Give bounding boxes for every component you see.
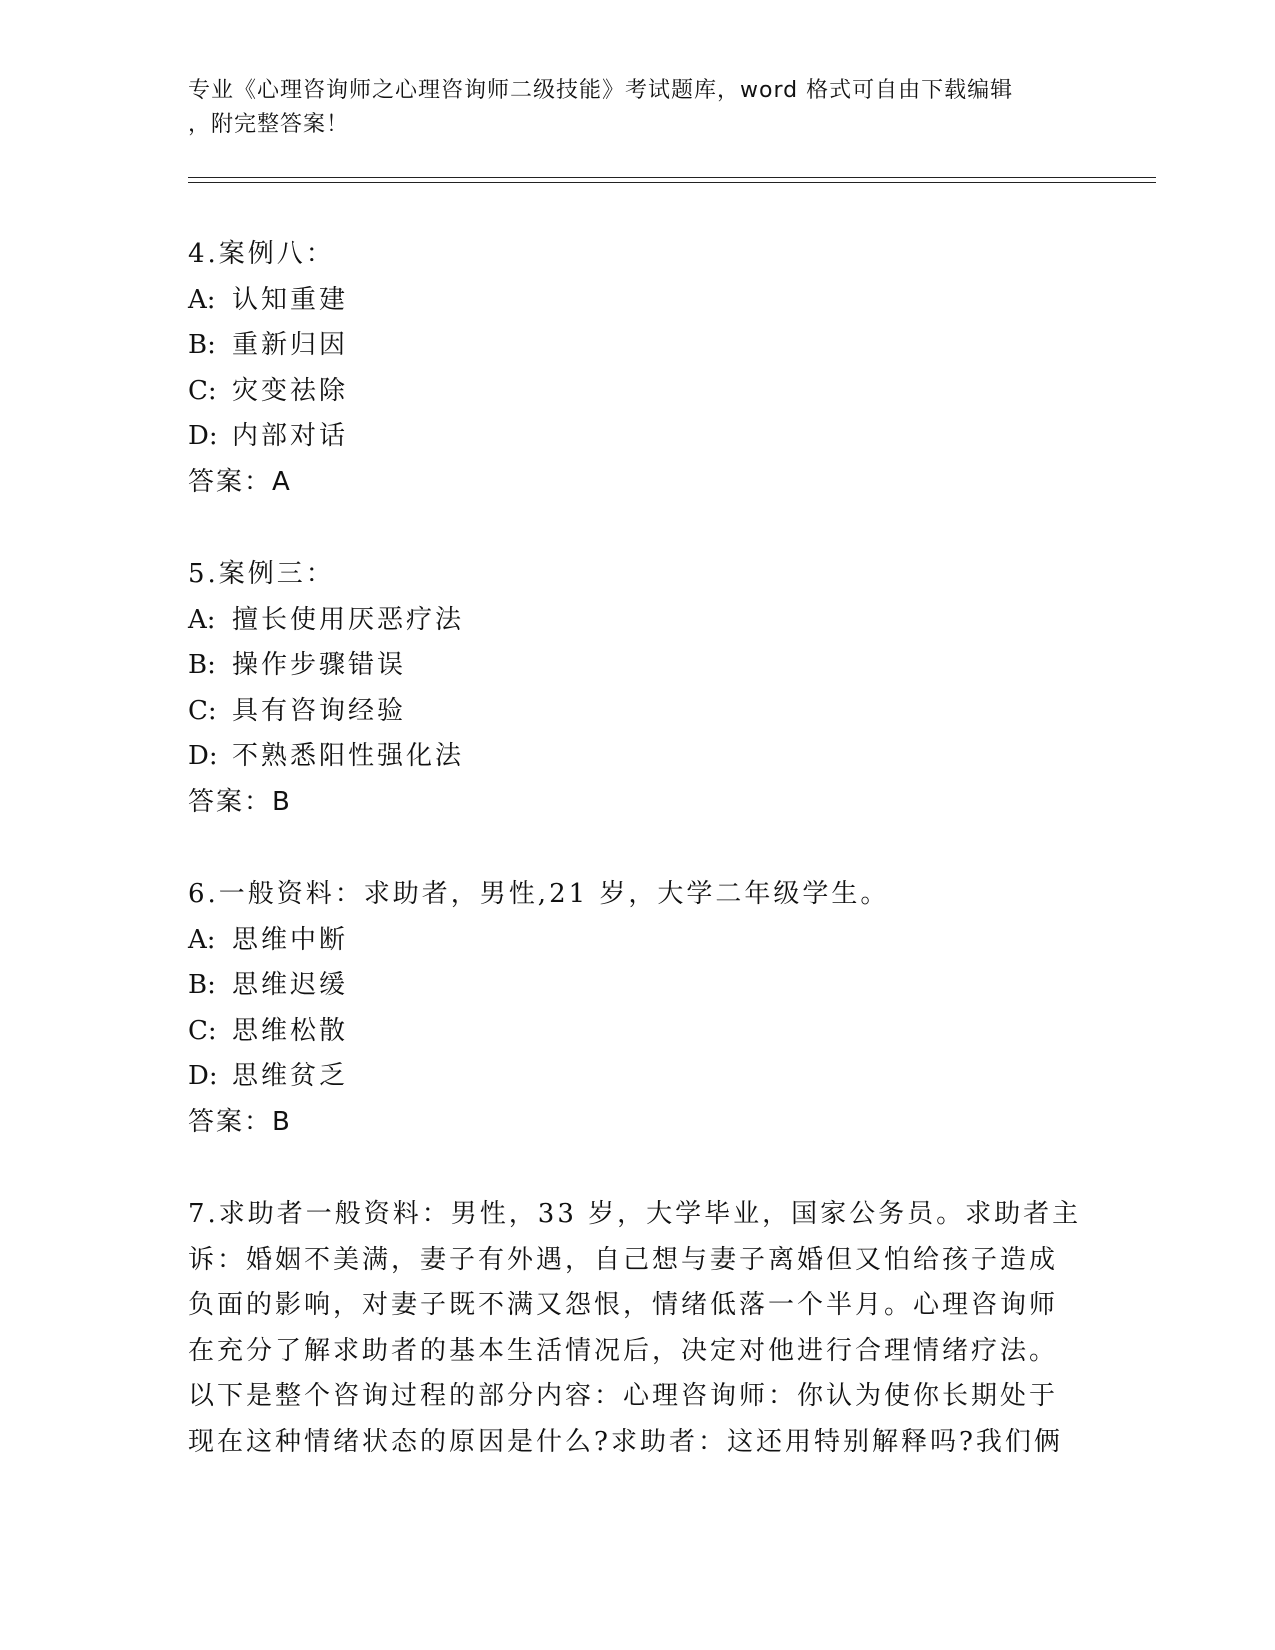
option-letter: D:	[188, 1061, 218, 1091]
question-7-line-4: 在充分了解求助者的基本生活情况后，决定对他进行合理情绪疗法。	[188, 1335, 1059, 1366]
option-letter: D:	[188, 421, 218, 451]
question-7-line-2: 诉：婚姻不美满，妻子有外遇，自己想与妻子离婚但又怕给孩子造成	[188, 1244, 1059, 1275]
option-d	[188, 734, 1068, 780]
question-7-line-6: 现在这种情绪状态的原因是什么?求助者：这还用特别解释吗?我们俩	[188, 1426, 1063, 1457]
question-7-line-3: 负面的影响，对妻子既不满又怨恨，情绪低落一个半月。心理咨询师	[188, 1290, 1059, 1320]
option-text: 重新归因	[232, 330, 349, 360]
option-letter: B:	[188, 330, 216, 360]
option-text: 思维迟缓	[232, 970, 349, 1000]
option-letter: B:	[188, 970, 216, 1000]
question-stem: 5.案例三：	[188, 559, 335, 589]
option-text: 擅长使用厌恶疗法	[232, 604, 465, 635]
header-line-2: ，附完整答案！	[188, 112, 350, 137]
question-4	[188, 232, 1068, 505]
option-b	[188, 643, 1068, 689]
header-divider-top	[188, 177, 1156, 178]
question-5	[188, 552, 1068, 825]
question-7-line-5: 以下是整个咨询过程的部分内容：心理咨询师：你认为使你长期处于	[188, 1381, 1059, 1411]
question-7	[188, 1192, 1082, 1465]
option-d	[188, 1054, 1068, 1100]
option-a	[188, 598, 1068, 644]
option-text: 操作步骤错误	[232, 650, 407, 680]
question-6	[188, 872, 1068, 1145]
option-c	[188, 1009, 1068, 1055]
option-letter: C:	[188, 1015, 217, 1046]
header-divider-bottom	[188, 182, 1156, 183]
option-text: 思维贫乏	[232, 1061, 349, 1091]
document-header	[188, 74, 1068, 142]
answer-text: 答案：B	[188, 1106, 292, 1137]
option-text: 内部对话	[232, 421, 349, 451]
option-letter: B:	[188, 650, 216, 680]
option-b	[188, 963, 1068, 1009]
question-stem: 6.一般资料：求助者，男性,21 岁，大学二年级学生。	[188, 879, 890, 909]
option-letter: C:	[188, 695, 217, 726]
option-a	[188, 278, 1068, 324]
answer-text: 答案：B	[188, 786, 292, 817]
option-text: 思维松散	[232, 1015, 349, 1046]
option-c	[188, 369, 1068, 415]
option-text: 思维中断	[232, 924, 349, 955]
option-letter: C:	[188, 375, 217, 406]
header-line-1: 专业《心理咨询师之心理咨询师二级技能》考试题库，word 格式可自由下载编辑	[188, 78, 1014, 103]
option-letter: A:	[188, 284, 216, 315]
option-letter: D:	[188, 741, 218, 771]
option-c	[188, 689, 1068, 735]
option-letter: A:	[188, 924, 216, 955]
question-stem: 4.案例八：	[188, 239, 335, 269]
option-text: 不熟悉阳性强化法	[232, 741, 465, 771]
answer-text: 答案：A	[188, 466, 292, 497]
option-text: 灾变祛除	[232, 375, 349, 406]
option-text: 认知重建	[232, 284, 349, 315]
option-text: 具有咨询经验	[232, 695, 407, 726]
question-7-line-1: 7.求助者一般资料：男性，33 岁，大学毕业，国家公务员。求助者主	[188, 1199, 1082, 1229]
option-letter: A:	[188, 604, 216, 635]
option-b	[188, 323, 1068, 369]
option-d	[188, 414, 1068, 460]
option-a	[188, 918, 1068, 964]
